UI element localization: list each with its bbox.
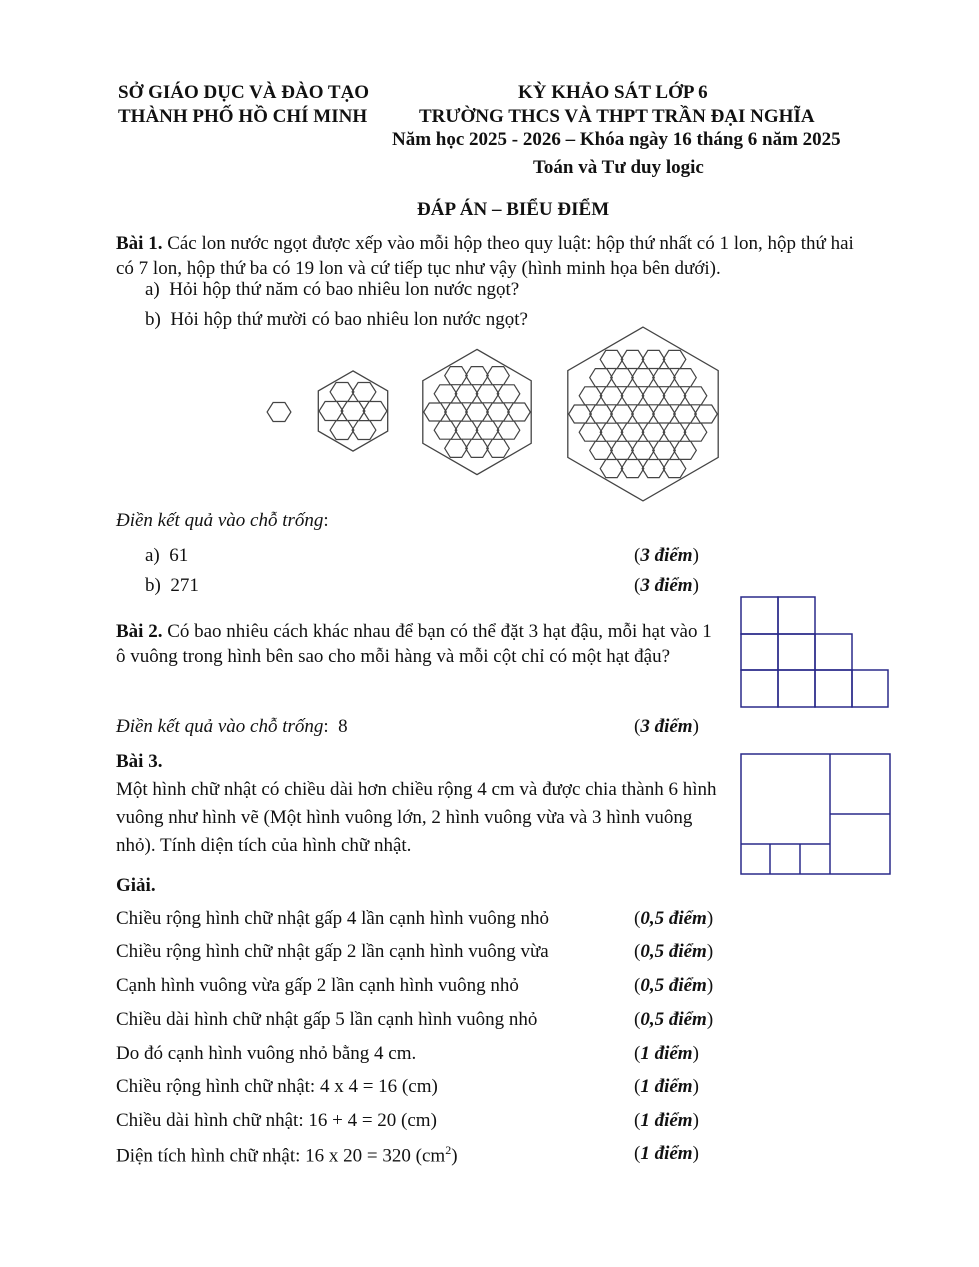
qb-text: Hỏi hộp thứ mười có bao nhiêu lon nước ngọt?	[170, 309, 528, 330]
can	[579, 423, 602, 441]
bai2-label: Bài 2.	[116, 621, 163, 642]
ans-a-value: 61	[169, 545, 189, 566]
step-1-points: (0,5 điểm)	[634, 908, 714, 929]
step-4-points: (0,5 điểm)	[634, 1009, 714, 1030]
can	[341, 402, 365, 421]
pts-b-value: 3 điểm	[640, 575, 693, 596]
can	[330, 383, 354, 402]
step-pts-value: 1 điểm	[640, 1076, 693, 1097]
bai1-points-b: (3 điểm)	[634, 575, 699, 596]
can	[497, 421, 520, 439]
can	[632, 405, 655, 423]
ans-a-label: a)	[145, 545, 160, 566]
step-4: Chiều dài hình chữ nhật gấp 5 lần cạnh hình vuông nhỏ	[116, 1009, 538, 1030]
box-outline	[423, 349, 531, 474]
can	[476, 421, 499, 439]
can	[569, 405, 592, 423]
bai2-fill-answer	[116, 716, 348, 738]
can	[663, 460, 686, 478]
can	[663, 387, 686, 405]
grid-cell	[815, 634, 852, 670]
fill-colon: :	[323, 510, 329, 531]
can	[611, 441, 634, 459]
can	[674, 369, 697, 387]
can	[642, 387, 665, 405]
can	[352, 421, 376, 440]
bai1-points-a: (3 điểm)	[634, 545, 699, 566]
can	[476, 385, 499, 403]
can	[621, 460, 644, 478]
ans-b-value: 271	[170, 575, 199, 596]
grid-cell	[741, 597, 778, 634]
can-box	[568, 327, 718, 501]
can	[590, 405, 613, 423]
can	[445, 403, 468, 421]
can	[579, 387, 602, 405]
can	[319, 402, 343, 421]
step-pts-value: 1 điểm	[640, 1110, 693, 1131]
can	[600, 423, 623, 441]
can	[445, 367, 468, 385]
page-title: ĐÁP ÁN – BIỂU ĐIỂM	[417, 199, 610, 220]
step-3-points: (0,5 điểm)	[634, 975, 714, 996]
fill-prompt-text: Điền kết quả vào chỗ trống	[116, 510, 324, 531]
bai1-question-a	[145, 279, 519, 301]
step-pts-value: 0,5 điểm	[640, 908, 707, 929]
can	[363, 402, 387, 421]
grid-cell	[778, 597, 815, 634]
qb-label: b)	[145, 309, 161, 330]
bai1-answer-a	[145, 545, 188, 567]
can	[508, 403, 531, 421]
step-5: Do đó cạnh hình vuông nhỏ bằng 4 cm.	[116, 1043, 417, 1064]
can	[621, 387, 644, 405]
can	[632, 369, 655, 387]
grid-cell	[741, 634, 778, 670]
can	[487, 367, 510, 385]
can	[434, 385, 457, 403]
step-pts-value: 0,5 điểm	[640, 1009, 707, 1030]
can	[611, 369, 634, 387]
can	[434, 421, 457, 439]
school-name: TRƯỜNG THCS VÀ THPT TRẦN ĐẠI NGHĨA	[419, 106, 815, 127]
can	[600, 460, 623, 478]
step-8	[116, 1143, 458, 1167]
exam-name: KỲ KHẢO SÁT LỚP 6	[518, 82, 708, 103]
step-5-points: (1 điểm)	[634, 1043, 699, 1064]
can	[352, 383, 376, 402]
step-pts-value: 1 điểm	[640, 1143, 693, 1164]
bai3-statement: Một hình chữ nhật có chiều dài hơn chiều rộng 4 cm và được chia thành 6 hình vuông như hình vẽ (Một hình vuông lớn, 2 hình vuông vừa và 3 hình vuông nhỏ). Tính diện tích của hình chữ nhật.	[116, 779, 717, 856]
can	[642, 460, 665, 478]
can	[621, 350, 644, 368]
can	[455, 421, 478, 439]
can	[653, 405, 676, 423]
bai2-text: Có bao nhiêu cách khác nhau để bạn có thể đặt 3 hạt đậu, mỗi hạt vào 1 ô vuông trong hình bên sao cho mỗi hàng và mỗi cột chỉ có một hạt đậu?	[116, 621, 712, 667]
can	[632, 441, 655, 459]
subject-name: Toán và Tư duy logic	[533, 157, 704, 178]
step-1: Chiều rộng hình chữ nhật gấp 4 lần cạnh hình vuông nhỏ	[116, 908, 549, 929]
can	[590, 369, 613, 387]
bai1-answer-b	[145, 575, 199, 597]
step-pts-value: 1 điểm	[640, 1043, 693, 1064]
bai1-statement	[116, 231, 868, 281]
exam-date: Năm học 2025 - 2026 – Khóa ngày 16 tháng 6 năm 2025	[392, 129, 841, 150]
bai2-pts-value: 3 điểm	[640, 716, 693, 737]
step-6: Chiều rộng hình chữ nhật: 4 x 4 = 16 (cm)	[116, 1076, 438, 1097]
step-2: Chiều rộng hình chữ nhật gấp 2 lần cạnh hình vuông vừa	[116, 941, 549, 962]
bai2-points: (3 điểm)	[634, 716, 699, 737]
pts-a-value: 3 điểm	[640, 545, 693, 566]
can	[445, 439, 468, 457]
step-8-text: Diện tích hình chữ nhật: 16 x 20 = 320 (cm	[116, 1145, 446, 1167]
superscript: 2	[445, 1143, 452, 1157]
can-box	[267, 403, 291, 422]
can	[663, 423, 686, 441]
step-pts-value: 0,5 điểm	[640, 941, 707, 962]
can	[455, 385, 478, 403]
can	[611, 405, 634, 423]
can	[642, 350, 665, 368]
bai2-answer-value: 8	[338, 716, 348, 737]
step-7: Chiều dài hình chữ nhật: 16 + 4 = 20 (cm)	[116, 1110, 437, 1131]
can	[684, 423, 707, 441]
can	[621, 423, 644, 441]
bai2-statement	[116, 619, 724, 669]
close-paren: )	[451, 1145, 458, 1167]
step-7-points: (1 điểm)	[634, 1110, 699, 1131]
grid-cell	[778, 670, 815, 707]
can	[600, 387, 623, 405]
bai1-question-b	[145, 309, 528, 331]
fill-prompt-text: Điền kết quả vào chỗ trống	[116, 716, 324, 737]
can-box	[423, 349, 531, 474]
bai1-label: Bài 1.	[116, 233, 163, 254]
fill-colon: :	[323, 716, 329, 737]
step-3: Cạnh hình vuông vừa gấp 2 lần cạnh hình vuông nhỏ	[116, 975, 519, 996]
can	[653, 441, 676, 459]
city-name: THÀNH PHỐ HỒ CHÍ MINH	[118, 106, 368, 127]
bai3-label: Bài 3.	[116, 751, 163, 772]
qa-label: a)	[145, 279, 160, 300]
can	[424, 403, 447, 421]
can	[695, 405, 718, 423]
can-box	[318, 371, 387, 451]
can	[642, 423, 665, 441]
step-2-points: (0,5 điểm)	[634, 941, 714, 962]
solution-label: Giải.	[116, 875, 156, 896]
can	[466, 367, 489, 385]
can	[466, 403, 489, 421]
big-rectangle	[741, 754, 890, 874]
can	[653, 369, 676, 387]
can	[330, 421, 354, 440]
step-8-points: (1 điểm)	[634, 1143, 699, 1164]
step-pts-value: 0,5 điểm	[640, 975, 707, 996]
can	[663, 350, 686, 368]
can	[674, 441, 697, 459]
can	[487, 439, 510, 457]
grid-cell	[815, 670, 852, 707]
step-6-points: (1 điểm)	[634, 1076, 699, 1097]
dept-name: SỞ GIÁO DỤC VÀ ĐÀO TẠO	[118, 82, 370, 103]
grid-cell	[852, 670, 888, 707]
bai1-text: Các lon nước ngọt được xếp vào mỗi hộp theo quy luật: hộp thứ nhất có 1 lon, hộp thứ hai có 7 lon, hộp thứ ba có 19 lon và cứ tiếp tục như vậy (hình minh họa bên dưới).	[116, 233, 854, 279]
can	[600, 350, 623, 368]
can	[267, 403, 291, 422]
grid-cell	[778, 634, 815, 670]
can	[487, 403, 510, 421]
box-outline	[568, 327, 718, 501]
bai1-fill-prompt	[116, 510, 329, 532]
ans-b-label: b)	[145, 575, 161, 596]
grid-cell	[741, 670, 778, 707]
can	[590, 441, 613, 459]
box-outline	[318, 371, 387, 451]
can	[684, 387, 707, 405]
can	[466, 439, 489, 457]
qa-text: Hỏi hộp thứ năm có bao nhiêu lon nước ngọt?	[169, 279, 520, 300]
can	[674, 405, 697, 423]
can	[497, 385, 520, 403]
